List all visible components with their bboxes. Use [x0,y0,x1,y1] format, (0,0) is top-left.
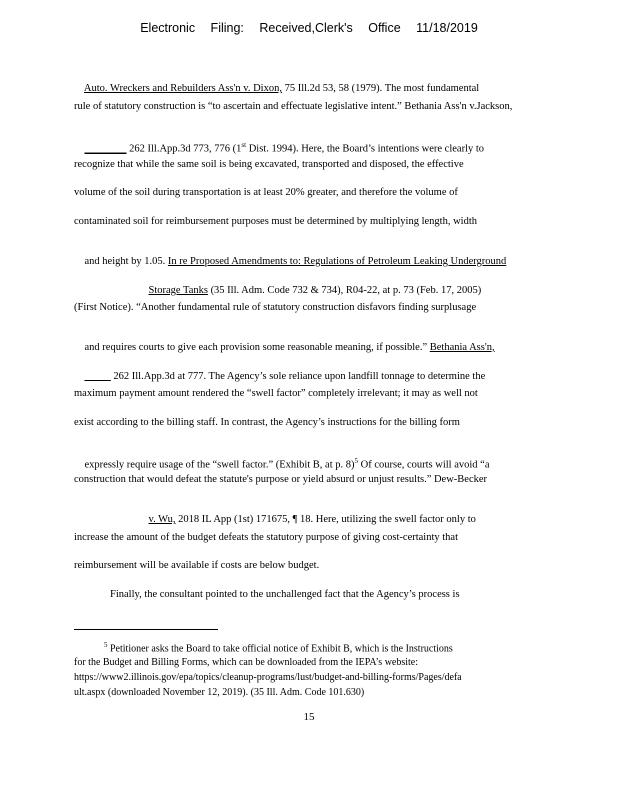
case-citation: In re Proposed Amendments to: Regulations of Petroleum Leaking Underground [167,256,507,267]
body-text: and height by 1.05. [84,256,168,267]
body-line-17: increase the amount of the budget defeats the statutory purpose of giving cost-certainty that [74,532,459,543]
body-line-15: construction that would defeat the statute's purpose or yield absurd or unjust results.” Dew-Becker [74,474,488,485]
case-citation: Storage Tanks [148,285,208,296]
footnote-line-2: for the Budget and Billing Forms, which can be downloaded from the IEPA’s website: [74,657,419,668]
body-line-9: (First Notice). “Another fundamental rule of statutory construction disfavors finding surplusage [74,302,477,313]
body-line-12: maximum payment amount rendered the “swell factor” completely irrelevant; it may as well not [74,388,478,399]
footnote-reference: 5 [354,457,358,465]
footnote-separator [74,629,218,630]
footnote-line-3: https://www2.illinois.gov/epa/topics/cleanup-programs/lust/budget-and-billing-forms/Pages/defa [74,672,462,683]
body-text: expressly require usage of the “swell factor.” (Exhibit B, at p. 8) [84,459,355,471]
page-number: 15 [303,711,315,723]
body-text: 75 Ill.2d 53, 58 (1979). The most fundamental [281,83,480,94]
footnote-line-4: ult.aspx (downloaded November 12, 2019). (35 Ill. Adm. Code 101.630) [74,687,365,698]
body-line-6: contaminated soil for reimbursement purposes must be determined by multiplying length, width [74,216,478,227]
body-text: 262 Ill.App.3d 773, 776 (1 [126,143,242,155]
body-line-18: reimbursement will be available if costs are below budget. [74,560,320,571]
ordinal-superscript: st [241,141,247,149]
citation-blank: ________ [84,143,127,155]
body-text: (35 Ill. Adm. Code 732 & 734), R04-22, at p. 73 (Feb. 17, 2005) [207,285,482,296]
footnote-text: Petitioner asks the Board to take official notice of Exhibit B, which is the Instructions [107,643,453,655]
body-line-4: recognize that while the same soil is being excavated, transported and disposed, the effective [74,159,464,170]
body-text: 262 Ill.App.3d at 777. The Agency’s sole reliance upon landfill tonnage to determine the [110,371,486,382]
body-line-19: Finally, the consultant pointed to the unchallenged fact that the Agency’s process is [110,589,460,600]
body-line-5: volume of the soil during transportation is at least 20% greater, and therefore the volume of [74,187,458,198]
footnote-line-1 [104,641,453,654]
body-text: 2018 IL App (1st) 171675, ¶ 18. Here, utilizing the swell factor only to [175,514,476,525]
case-citation: v. Wu, [148,514,176,525]
body-text: Of course, courts will avoid “a [358,459,490,471]
body-line-13: exist according to the billing staff. In contrast, the Agency’s instructions for the billing form [74,417,460,428]
footnote-marker: 5 [104,641,108,649]
body-text: Dist. 1994). Here, the Board’s intentions were clearly to [246,143,485,155]
case-citation: Auto. Wreckers and Rebuilders Ass'n v. Dixon, [83,83,282,94]
body-text: and requires courts to give each provision some reasonable meaning, if possible.” [84,342,430,353]
body-line-2: rule of statutory construction is “to ascertain and effectuate legislative intent.” Bethania Ass'n v.Jackson, [74,101,513,112]
filing-header: Electronic Filing: Received,Clerk's Office 11/18/2019 [140,21,478,35]
case-citation: Bethania Ass'n, [429,342,495,353]
citation-blank: _____ [84,371,111,382]
